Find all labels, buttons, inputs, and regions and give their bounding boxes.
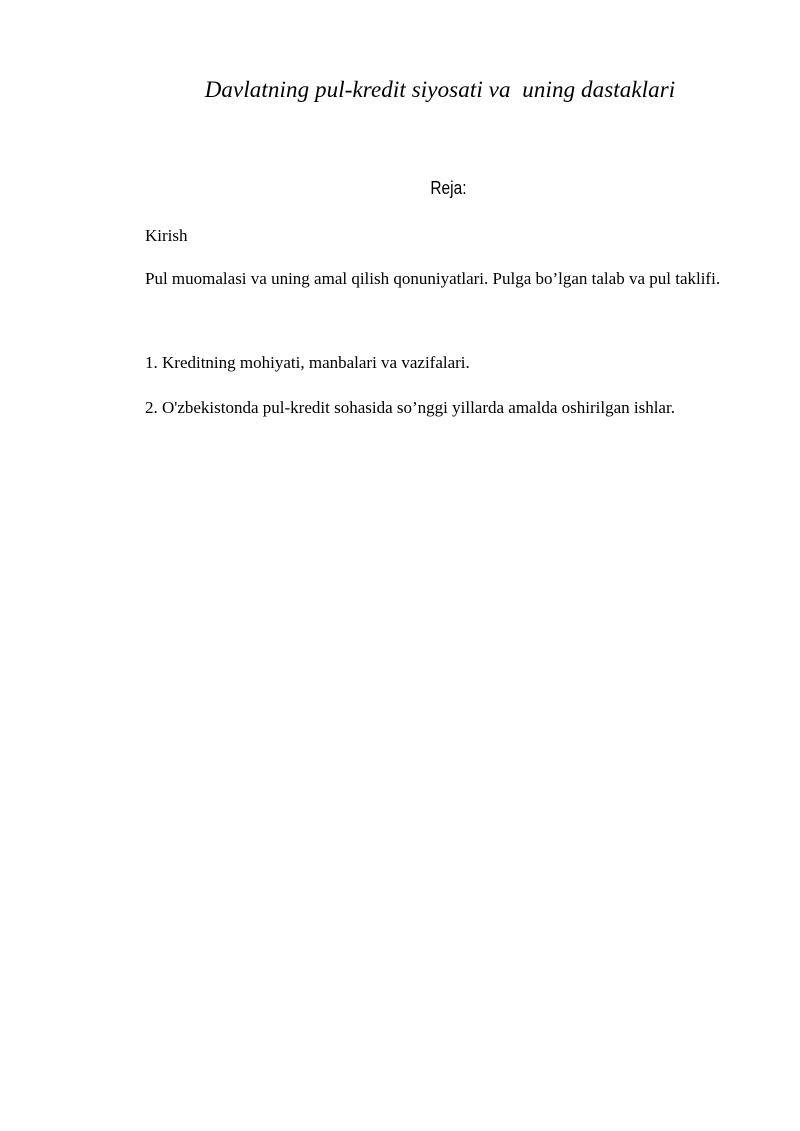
plan-heading: Reja: — [430, 178, 467, 198]
section-item: Pul muomalasi va uning amal qilish qonuniyatlari. Pulga bo’lgan talab va pul taklifi. — [145, 269, 721, 288]
plan-item-1: 1. Kreditning mohiyati, manbalari va vazifalari. — [145, 353, 470, 372]
intro-item: Kirish — [145, 226, 188, 245]
plan-item-2: 2. O'zbekistonda pul-kredit sohasida so’nggi yillarda amalda oshirilgan ishlar. — [145, 398, 675, 417]
document-title: Davlatning pul-kredit siyosati va uning dastaklari — [204, 77, 676, 102]
